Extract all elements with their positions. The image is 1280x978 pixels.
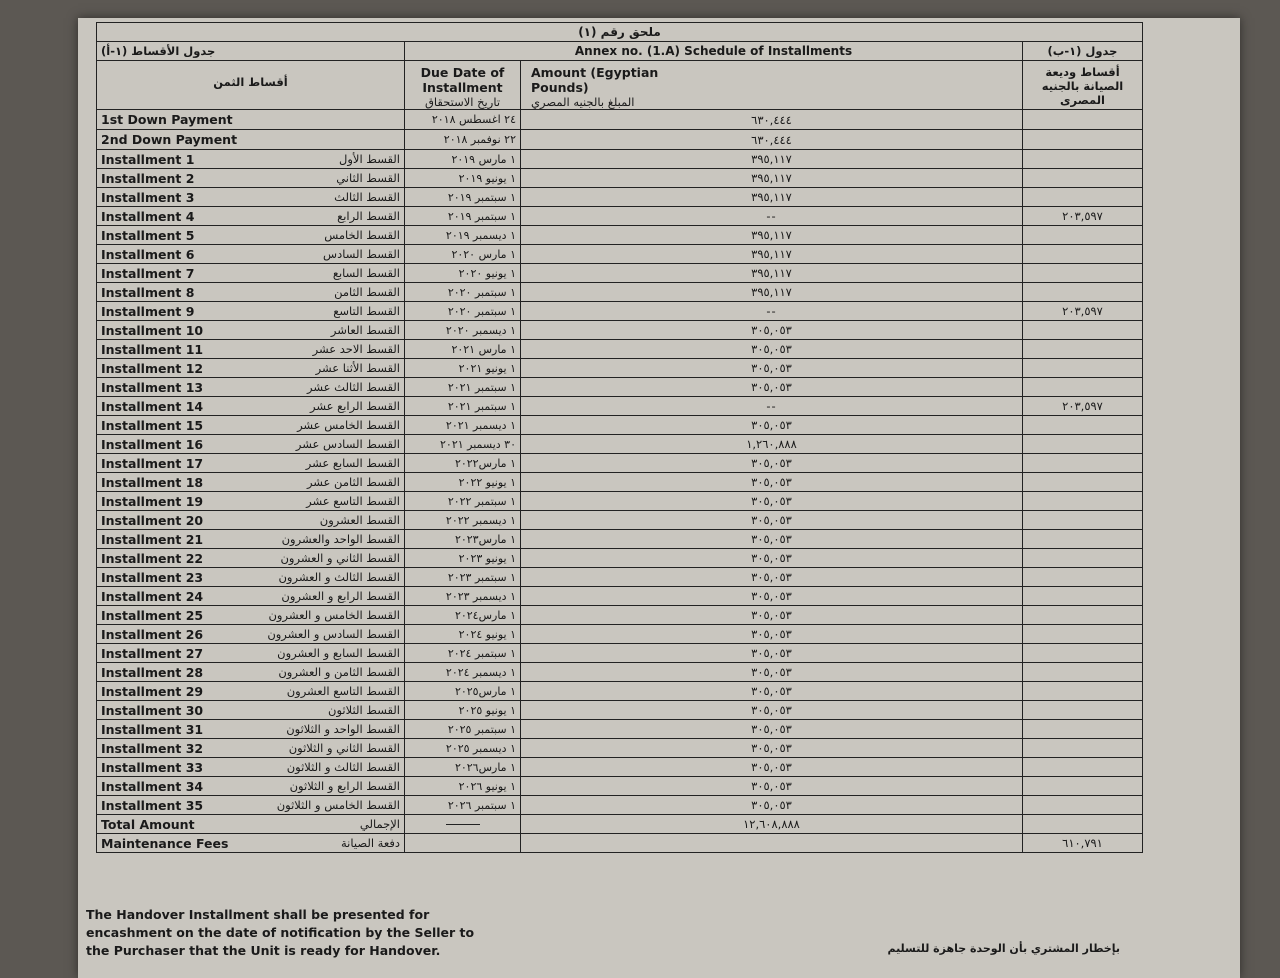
- maintenance-amount: [1023, 378, 1143, 397]
- maintenance-amount: [1023, 340, 1143, 359]
- amount: ٣٠٥,٠٥٣: [521, 682, 1023, 701]
- installment-label-en: Installment 2: [101, 170, 195, 186]
- col-header-amount-en: Amount (Egyptian Pounds): [531, 65, 659, 95]
- installment-cell: [97, 321, 405, 340]
- installment-label-ar: القسط الأول: [338, 151, 400, 166]
- installment-cell: [97, 492, 405, 511]
- installment-cell: [97, 454, 405, 473]
- table-row: [97, 530, 1143, 549]
- table-row: [97, 682, 1143, 701]
- installment-cell: [97, 511, 405, 530]
- installment-cell: [97, 226, 405, 245]
- due-date: ١ ديسمبر ٢٠١٩: [405, 226, 521, 245]
- installment-label-ar: القسط الواحد والعشرون: [281, 531, 400, 546]
- due-date: ٣٠ ديسمبر ٢٠٢١: [405, 435, 521, 454]
- installment-cell: [97, 283, 405, 302]
- maintenance-amount: [1023, 549, 1143, 568]
- annex-title-ar: ملحق رقم (١): [97, 23, 1143, 42]
- maintenance-amount: [1023, 226, 1143, 245]
- amount: ٣٠٥,٠٥٣: [521, 321, 1023, 340]
- amount: ٣٩٥,١١٧: [521, 283, 1023, 302]
- due-date: ١ سبتمبر ٢٠٢١: [405, 397, 521, 416]
- installment-label-en: 2nd Down Payment: [101, 132, 238, 147]
- installment-label-en: Installment 16: [101, 436, 204, 452]
- table-row: [97, 207, 1143, 226]
- installment-label-en: Installment 18: [101, 474, 204, 490]
- due-date: ١ سبتمبر ٢٠٢٠: [405, 283, 521, 302]
- table-row: [97, 777, 1143, 796]
- installment-label-ar: القسط العاشر: [330, 322, 400, 337]
- installment-label-ar: القسط الخامس: [324, 227, 400, 242]
- amount: ٣٠٥,٠٥٣: [521, 777, 1023, 796]
- total-amount: ١٢,٦٠٨,٨٨٨: [521, 815, 1023, 834]
- installment-label-ar: القسط الواحد و الثلاثون: [286, 721, 400, 736]
- table-row: [97, 625, 1143, 644]
- maintenance-amount: [1023, 739, 1143, 758]
- amount: ٣٠٥,٠٥٣: [521, 378, 1023, 397]
- installment-label-ar: القسط الرابع و الثلاثون: [289, 778, 400, 793]
- table-row: [97, 226, 1143, 245]
- installment-label-en: Installment 7: [101, 265, 195, 281]
- due-date: ١ سبتمبر ٢٠١٩: [405, 188, 521, 207]
- installment-label-ar: القسط الثامن و العشرون: [278, 664, 400, 679]
- table-b-label: جدول (١-ب): [1023, 42, 1143, 61]
- amount: ٣٠٥,٠٥٣: [521, 796, 1023, 815]
- installment-label-ar: القسط الرابع و العشرون: [281, 588, 400, 603]
- installment-cell: [97, 663, 405, 682]
- maintenance-amount: [1023, 110, 1143, 130]
- table-row: [97, 110, 1143, 130]
- maintenance-amount: [1023, 530, 1143, 549]
- table-row: [97, 359, 1143, 378]
- installment-label-en: Installment 33: [101, 759, 204, 775]
- installment-cell: [97, 416, 405, 435]
- amount: ٣٠٥,٠٥٣: [521, 454, 1023, 473]
- amount: ٣٠٥,٠٥٣: [521, 739, 1023, 758]
- installment-label-en: Installment 13: [101, 379, 204, 395]
- installment-cell: [97, 739, 405, 758]
- total-row: [97, 815, 1143, 834]
- amount: ٣٩٥,١١٧: [521, 264, 1023, 283]
- due-date: ١ مارس٢٠٢٢: [405, 454, 521, 473]
- table-row: [97, 644, 1143, 663]
- installment-label-en: Installment 10: [101, 322, 204, 338]
- installment-label-en: Installment 29: [101, 683, 204, 699]
- installment-label-ar: القسط الثالث عشر: [307, 379, 400, 394]
- schedule-table: [96, 22, 1143, 853]
- maintenance-amount: [1023, 606, 1143, 625]
- maintenance-amount: [1023, 587, 1143, 606]
- installment-label-en: Installment 3: [101, 189, 195, 205]
- amount: --: [521, 207, 1023, 226]
- col-header-amount-ar: المبلغ بالجنيه المصري: [531, 95, 635, 109]
- installment-label-en: Installment 12: [101, 360, 204, 376]
- table-row: [97, 492, 1143, 511]
- installment-label-en: Installment 17: [101, 455, 204, 471]
- maintenance-amount: [1023, 663, 1143, 682]
- amount: ٣٠٥,٠٥٣: [521, 530, 1023, 549]
- installment-label-en: Installment 20: [101, 512, 204, 528]
- maintenance-amount: [1023, 492, 1143, 511]
- installment-cell: [97, 587, 405, 606]
- table-row: [97, 796, 1143, 815]
- installment-label-ar: القسط العشرون: [319, 512, 400, 527]
- installment-cell: [97, 150, 405, 169]
- installment-label-en: Installment 9: [101, 303, 195, 319]
- amount: ٣٠٥,٠٥٣: [521, 606, 1023, 625]
- amount: ١,٢٦٠,٨٨٨: [521, 435, 1023, 454]
- due-date: ٢٢ نوفمبر ٢٠١٨: [405, 130, 521, 150]
- amount: --: [521, 302, 1023, 321]
- installment-label-ar: القسط الخامس و العشرون: [268, 607, 400, 622]
- installment-cell: [97, 245, 405, 264]
- installment-label-en: Installment 22: [101, 550, 204, 566]
- installment-label-en: Installment 14: [101, 398, 204, 414]
- table-row: [97, 758, 1143, 777]
- table-row: [97, 473, 1143, 492]
- due-date: ١ سبتمبر ٢٠٢٠: [405, 302, 521, 321]
- maintenance-amount: [1023, 625, 1143, 644]
- due-date: ١ مارس ٢٠٢٠: [405, 245, 521, 264]
- due-date: ١ سبتمبر ٢٠٢٦: [405, 796, 521, 815]
- installment-cell: [97, 796, 405, 815]
- installment-label-ar: القسط السابع و العشرون: [277, 645, 400, 660]
- table-row: [97, 416, 1143, 435]
- due-date: ١ يونيو ٢٠٢٢: [405, 473, 521, 492]
- dash-line: [446, 824, 480, 825]
- installment-cell: [97, 777, 405, 796]
- installment-label-en: Installment 35: [101, 797, 204, 813]
- col-header-maintenance: أقساط وديعة الصيانة بالجنيه المصرى: [1023, 61, 1143, 110]
- installment-label-ar: القسط الرابع عشر: [309, 398, 400, 413]
- installment-cell: [97, 720, 405, 739]
- installment-cell: [97, 435, 405, 454]
- amount: ٣٩٥,١١٧: [521, 169, 1023, 188]
- maintenance-amount: [1023, 150, 1143, 169]
- table-row: [97, 435, 1143, 454]
- due-date: ١ ديسمبر ٢٠٢٢: [405, 511, 521, 530]
- installment-cell: [97, 302, 405, 321]
- maintenance-amount: [1023, 188, 1143, 207]
- maintenance-amount: [1023, 758, 1143, 777]
- due-date: ١ مارس٢٠٢٣: [405, 530, 521, 549]
- installment-label-ar: القسط الثالث: [334, 189, 400, 204]
- installment-cell: [97, 188, 405, 207]
- installment-label-en: Installment 27: [101, 645, 204, 661]
- total-label-ar: الإجمالي: [359, 816, 400, 831]
- installment-label-en: Installment 28: [101, 664, 204, 680]
- installment-label-ar: القسط الثالث و العشرون: [278, 569, 400, 584]
- due-date: ١ يونيو ٢٠٢٣: [405, 549, 521, 568]
- col-header-due-ar: تاريخ الاستحقاق: [424, 95, 501, 109]
- installment-label-ar: القسط السادس: [323, 246, 400, 261]
- due-date: ١ ديسمبر ٢٠٢٤: [405, 663, 521, 682]
- maintenance-amount: [1023, 682, 1143, 701]
- table-row: [97, 188, 1143, 207]
- due-date: ١ مارس٢٠٢٦: [405, 758, 521, 777]
- installment-cell: [97, 473, 405, 492]
- installment-label-ar: القسط التاسع العشرون: [286, 683, 400, 698]
- installment-label-ar: القسط التاسع عشر: [306, 493, 400, 508]
- due-date: ١ ديسمبر ٢٠٢١: [405, 416, 521, 435]
- due-date: ١ مارس ٢٠١٩: [405, 150, 521, 169]
- amount: ٣٠٥,٠٥٣: [521, 587, 1023, 606]
- amount: ٣٩٥,١١٧: [521, 245, 1023, 264]
- maintenance-amount: [1023, 511, 1143, 530]
- amount: ٣٠٥,٠٥٣: [521, 340, 1023, 359]
- installment-label-ar: القسط الثلاثون: [328, 702, 400, 717]
- installment-cell: [97, 682, 405, 701]
- maintenance-row: [97, 834, 1143, 853]
- installment-label-ar: القسط الثالث و الثلاثون: [286, 759, 400, 774]
- due-date: ١ سبتمبر ٢٠٢٤: [405, 644, 521, 663]
- due-date: ١ ديسمبر ٢٠٢٥: [405, 739, 521, 758]
- installment-label-ar: القسط الثاني و العشرون: [280, 550, 400, 565]
- due-date: ١ ديسمبر ٢٠٢٠: [405, 321, 521, 340]
- maintenance-amount: [1023, 644, 1143, 663]
- installment-label-en: Installment 24: [101, 588, 204, 604]
- installment-label-en: Installment 32: [101, 740, 204, 756]
- installment-label-ar: القسط السابع: [332, 265, 400, 280]
- installment-label-en: Installment 15: [101, 417, 204, 433]
- amount: ٦٣٠,٤٤٤: [521, 110, 1023, 130]
- due-date: ١ مارس٢٠٢٤: [405, 606, 521, 625]
- amount: ٣٠٥,٠٥٣: [521, 625, 1023, 644]
- table-row: [97, 150, 1143, 169]
- installment-label-ar: القسط الخامس و الثلاثون: [276, 797, 400, 812]
- installment-label-ar: القسط الثاني و الثلاثون: [288, 740, 400, 755]
- installment-label-ar: القسط السابع عشر: [305, 455, 400, 470]
- table-row: [97, 169, 1143, 188]
- maintenance-amount: ٢٠٣,٥٩٧: [1023, 207, 1143, 226]
- installment-cell: [97, 568, 405, 587]
- installment-cell: [97, 169, 405, 188]
- maintenance-amount: [1023, 796, 1143, 815]
- amount: ٣٠٥,٠٥٣: [521, 473, 1023, 492]
- maintenance-amount: ٢٠٣,٥٩٧: [1023, 302, 1143, 321]
- installment-label-en: Installment 34: [101, 778, 204, 794]
- amount: ٣٠٥,٠٥٣: [521, 511, 1023, 530]
- maintenance-amount: [1023, 245, 1143, 264]
- amount: ٣٠٥,٠٥٣: [521, 416, 1023, 435]
- maintenance-label-ar: دفعة الصيانة: [341, 835, 400, 850]
- installment-cell: [97, 530, 405, 549]
- installment-label-ar: القسط الثاني: [336, 170, 400, 185]
- installment-label-en: Installment 26: [101, 626, 204, 642]
- amount: ٣٠٥,٠٥٣: [521, 549, 1023, 568]
- installment-cell: [97, 110, 405, 130]
- table-row: [97, 739, 1143, 758]
- table-row: [97, 549, 1143, 568]
- maintenance-amount: [1023, 701, 1143, 720]
- annex-title-en: Annex no. (1.A) Schedule of Installments: [405, 42, 1023, 61]
- table-row: [97, 397, 1143, 416]
- handover-note: The Handover Installment shall be presented for encashment on the date of notification by the Seller to the Purchaser that the Unit is ready for Handover.: [86, 907, 475, 958]
- installment-label-en: Installment 11: [101, 341, 204, 357]
- installment-cell: [97, 359, 405, 378]
- maintenance-amount: [1023, 568, 1143, 587]
- installment-label-en: Installment 23: [101, 569, 204, 585]
- table-row: [97, 606, 1143, 625]
- maintenance-amount: [1023, 169, 1143, 188]
- table-row: [97, 302, 1143, 321]
- due-date: ١ مارس٢٠٢٥: [405, 682, 521, 701]
- installment-label-ar: القسط الرابع: [337, 208, 400, 223]
- maintenance-amount: ٢٠٣,٥٩٧: [1023, 397, 1143, 416]
- due-date: ١ سبتمبر ٢٠١٩: [405, 207, 521, 226]
- due-date: ١ مارس ٢٠٢١: [405, 340, 521, 359]
- maintenance-amount: [1023, 321, 1143, 340]
- maintenance-amount: [1023, 473, 1143, 492]
- table-row: [97, 130, 1143, 150]
- table-row: [97, 720, 1143, 739]
- installment-label-ar: القسط السادس عشر: [295, 436, 400, 451]
- installment-cell: [97, 397, 405, 416]
- installment-label-en: Installment 4: [101, 208, 195, 224]
- amount: ٣٠٥,٠٥٣: [521, 644, 1023, 663]
- due-date: ١ يونيو ٢٠٢٠: [405, 264, 521, 283]
- installment-label-en: Installment 5: [101, 227, 195, 243]
- installment-label-en: Installment 1: [101, 151, 195, 167]
- amount: ٣٠٥,٠٥٣: [521, 720, 1023, 739]
- maintenance-amount: [1023, 720, 1143, 739]
- table-row: [97, 264, 1143, 283]
- amount: ٣٠٥,٠٥٣: [521, 568, 1023, 587]
- due-date: ١ سبتمبر ٢٠٢٢: [405, 492, 521, 511]
- installment-label-ar: القسط الثامن: [334, 284, 400, 299]
- amount: ٣٠٥,٠٥٣: [521, 758, 1023, 777]
- installment-cell: [97, 340, 405, 359]
- maintenance-amount: [1023, 416, 1143, 435]
- installment-label-ar: القسط السادس و العشرون: [267, 626, 400, 641]
- amount: ٣٩٥,١١٧: [521, 188, 1023, 207]
- maintenance-total: ٦١٠,٧٩١: [1023, 834, 1143, 853]
- installment-label-ar: القسط التاسع: [333, 303, 400, 318]
- table-row: [97, 511, 1143, 530]
- due-date: ١ يونيو ٢٠٢٤: [405, 625, 521, 644]
- installment-label-en: 1st Down Payment: [101, 112, 233, 127]
- installment-cell: [97, 207, 405, 226]
- due-date: ١ يونيو ٢٠١٩: [405, 169, 521, 188]
- installment-cell: [97, 130, 405, 150]
- installment-cell: [97, 549, 405, 568]
- installment-cell: [97, 644, 405, 663]
- installment-label-ar: القسط الخامس عشر: [297, 417, 400, 432]
- installment-schedule: [96, 22, 1142, 960]
- amount: ٣٠٥,٠٥٣: [521, 663, 1023, 682]
- installment-label-en: Installment 31: [101, 721, 204, 737]
- table-row: [97, 340, 1143, 359]
- amount: ٣٠٥,٠٥٣: [521, 701, 1023, 720]
- table-row: [97, 587, 1143, 606]
- handover-note-ar: بإخطار المشتري بأن الوحدة جاهزة للتسليم: [887, 942, 1120, 955]
- installment-cell: [97, 701, 405, 720]
- installment-label-ar: القسط الأثنا عشر: [315, 360, 400, 375]
- due-date: ١ يونيو ٢٠٢٥: [405, 701, 521, 720]
- installment-cell: [97, 625, 405, 644]
- maintenance-label-en: Maintenance Fees: [101, 835, 229, 851]
- col-header-due-en: Due Date of Installment: [420, 65, 505, 95]
- due-date: ١ سبتمبر ٢٠٢٣: [405, 568, 521, 587]
- maintenance-amount: [1023, 283, 1143, 302]
- table-row: [97, 321, 1143, 340]
- installment-cell: [97, 606, 405, 625]
- installment-label-ar: القسط الاحد عشر: [312, 341, 400, 356]
- maintenance-amount: [1023, 435, 1143, 454]
- installment-label-en: Installment 25: [101, 607, 204, 623]
- amount: ٣٩٥,١١٧: [521, 226, 1023, 245]
- table-a-label: جدول الأقساط (١-أ): [97, 42, 405, 61]
- amount: ٣٠٥,٠٥٣: [521, 359, 1023, 378]
- due-date: ١ سبتمبر ٢٠٢٥: [405, 720, 521, 739]
- installment-label-en: Installment 19: [101, 493, 204, 509]
- table-row: [97, 378, 1143, 397]
- table-row: [97, 701, 1143, 720]
- due-date: ٢٤ اغسطس ٢٠١٨: [405, 110, 521, 130]
- installment-cell: [97, 378, 405, 397]
- maintenance-amount: [1023, 777, 1143, 796]
- amount: ٦٣٠,٤٤٤: [521, 130, 1023, 150]
- due-date: ١ يونيو ٢٠٢٦: [405, 777, 521, 796]
- due-date: ١ ديسمبر ٢٠٢٣: [405, 587, 521, 606]
- amount: ٣٠٥,٠٥٣: [521, 492, 1023, 511]
- amount: ٣٩٥,١١٧: [521, 150, 1023, 169]
- due-date: ١ سبتمبر ٢٠٢١: [405, 378, 521, 397]
- installment-label-en: Installment 6: [101, 246, 195, 262]
- installment-cell: [97, 264, 405, 283]
- installment-label-en: Installment 8: [101, 284, 195, 300]
- table-row: [97, 663, 1143, 682]
- installment-label-en: Installment 21: [101, 531, 204, 547]
- installment-cell: [97, 758, 405, 777]
- maintenance-amount: [1023, 130, 1143, 150]
- table-row: [97, 454, 1143, 473]
- table-row: [97, 283, 1143, 302]
- table-row: [97, 568, 1143, 587]
- table-row: [97, 245, 1143, 264]
- maintenance-amount: [1023, 264, 1143, 283]
- col-header-price: أقساط الثمن: [97, 61, 405, 110]
- total-label-en: Total Amount: [101, 816, 195, 832]
- installment-label-en: Installment 30: [101, 702, 204, 718]
- due-date: ١ يونيو ٢٠٢١: [405, 359, 521, 378]
- maintenance-amount: [1023, 454, 1143, 473]
- maintenance-amount: [1023, 359, 1143, 378]
- amount: --: [521, 397, 1023, 416]
- installment-label-ar: القسط الثامن عشر: [306, 474, 400, 489]
